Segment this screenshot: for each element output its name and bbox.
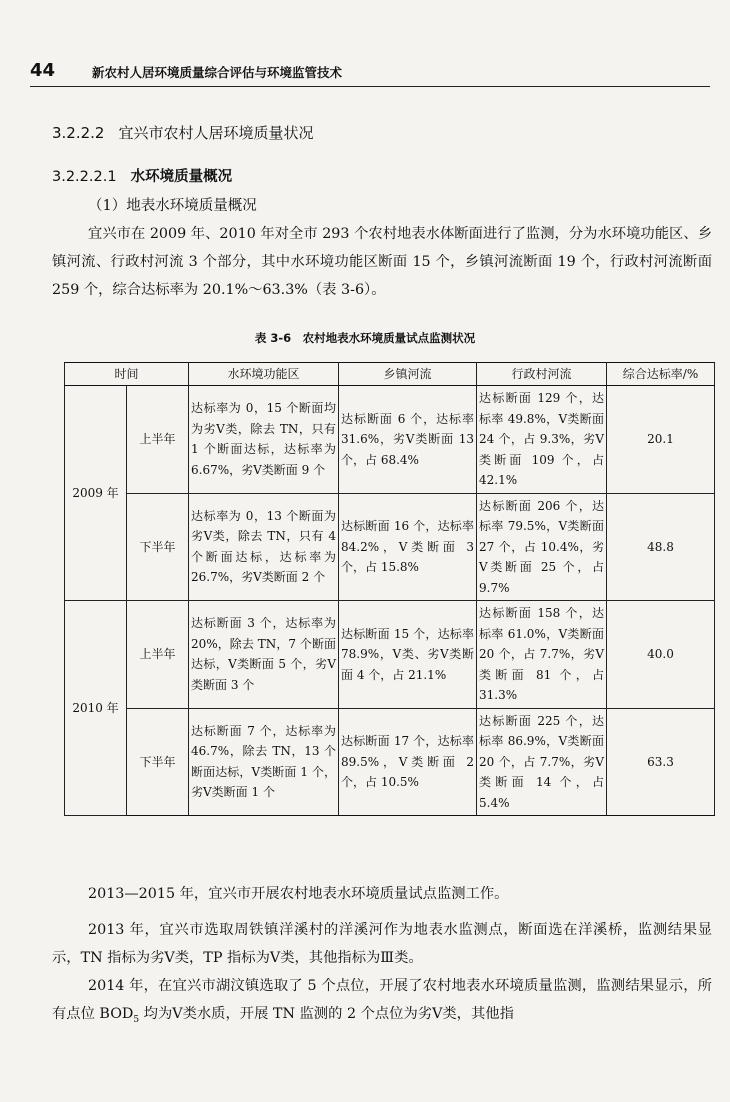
paragraph-2013: 2013 年，宜兴市选取周铁镇洋溪村的洋溪河作为地表水监测点，断面选在洋溪桥，监测结果显示，TN 指标为劣Ⅴ类，TP 指标为Ⅴ类，其他指标为Ⅲ类。 [52, 922, 712, 966]
half-cell: 下半年 [127, 708, 189, 816]
section-heading [52, 122, 314, 143]
section-title: 宜兴市农村人居环境质量状况 [118, 124, 314, 142]
half-cell: 上半年 [127, 386, 189, 494]
header-rate: 综合达标率/% [607, 363, 715, 386]
function-zone-cell: 达标率为 0，15 个断面均为劣Ⅴ类，除去 TN，只有 1 个断面达标，达标率为 6.67%，劣Ⅴ类断面 9 个 [189, 386, 339, 494]
village-river-cell: 达标断面 129 个，达标率 49.8%，Ⅴ类断面 24 个，占 9.3%，劣Ⅴ类断面 109 个，占 42.1% [477, 386, 607, 494]
year-cell: 2009 年 [65, 386, 127, 601]
township-river-cell: 达标断面 6 个，达标率 31.6%，劣Ⅴ类断面 13 个，占 68.4% [339, 386, 477, 494]
subheading: （1）地表水环境质量概况 [88, 198, 257, 214]
monitoring-table [64, 362, 715, 816]
township-river-cell: 达标断面 15 个，达标率 78.9%，Ⅴ类、劣Ⅴ类断面 4 个，占 21.1% [339, 601, 477, 709]
rate-cell: 48.8 [607, 493, 715, 601]
subsection-number: 3.2.2.2.1 [52, 169, 117, 185]
subsection-title: 水环境质量概况 [130, 169, 233, 185]
intro-paragraph: 宜兴市在 2009 年、2010 年对全市 293 个农村地表水体断面进行了监测，分为水环境功能区、乡镇河流、行政村河流 3 个部分，其中水环境功能区断面 15 个，乡镇河流断面 19 个，行政村河流断面 259 个，综合达标率为 20.1%～63.3%（表 3-6）。 [52, 226, 712, 298]
header-function-zone: 水环境功能区 [189, 363, 339, 386]
header-township-river: 乡镇河流 [339, 363, 477, 386]
table-header-row [65, 363, 715, 386]
village-river-cell: 达标断面 225 个，达标率 86.9%，Ⅴ类断面 20 个，占 7.7%，劣Ⅴ类断面 14 个，占 5.4% [477, 708, 607, 816]
rate-cell: 63.3 [607, 708, 715, 816]
table-row [65, 708, 715, 816]
half-cell: 上半年 [127, 601, 189, 709]
paragraph-2014-part-b: 均为Ⅴ类水质，开展 TN 监测的 2 个点位为劣Ⅴ类，其他指 [139, 1006, 514, 1022]
table-row [65, 601, 715, 709]
paragraph-2013-2015: 2013—2015 年，宜兴市开展农村地表水环境质量试点监测工作。 [88, 886, 509, 902]
bod-subscript: 5 [133, 1014, 140, 1025]
village-river-cell: 达标断面 158 个，达标率 61.0%，Ⅴ类断面 20 个，占 7.7%，劣Ⅴ类断面 81 个，占 31.3% [477, 601, 607, 709]
township-river-cell: 达标断面 16 个，达标率 84.2%，Ⅴ类断面 3 个，占 15.8% [339, 493, 477, 601]
header-time: 时间 [65, 363, 189, 386]
page-header [30, 60, 710, 87]
table-row [65, 386, 715, 494]
section-number: 3.2.2.2 [52, 124, 105, 142]
subsection-heading [52, 165, 232, 186]
paragraph-2014 [52, 972, 712, 1034]
function-zone-cell: 达标率为 0，13 个断面为劣Ⅴ类，除去 TN，只有 4 个断面达标，达标率为 26.7%，劣Ⅴ类断面 2 个 [189, 493, 339, 601]
table-caption: 表 3-6 农村地表水环境质量试点监测状况 [254, 331, 476, 345]
rate-cell: 20.1 [607, 386, 715, 494]
township-river-cell: 达标断面 17 个，达标率 89.5%，Ⅴ类断面 2 个，占 10.5% [339, 708, 477, 816]
header-village-river: 行政村河流 [477, 363, 607, 386]
village-river-cell: 达标断面 206 个，达标率 79.5%，Ⅴ类断面 27 个，占 10.4%，劣Ⅴ类断面 25 个，占 9.7% [477, 493, 607, 601]
running-title: 新农村人居环境质量综合评估与环境监管技术 [92, 65, 343, 80]
half-cell: 下半年 [127, 493, 189, 601]
function-zone-cell: 达标断面 3 个，达标率为 20%，除去 TN，7 个断面达标，Ⅴ类断面 5 个，劣Ⅴ类断面 3 个 [189, 601, 339, 709]
table-row [65, 493, 715, 601]
paragraph-2014-part-a: 2014 年，在宜兴市湖汶镇选取了 5 个点位，开展了农村地表水环境质量监测，监测结果显示，所有点位 BOD [52, 978, 712, 1022]
year-cell: 2010 年 [65, 601, 127, 816]
page-number: 44 [30, 60, 56, 81]
rate-cell: 40.0 [607, 601, 715, 709]
function-zone-cell: 达标断面 7 个，达标率为 46.7%，除去 TN，13 个断面达标，Ⅴ类断面 1 个，劣Ⅴ类断面 1 个 [189, 708, 339, 816]
